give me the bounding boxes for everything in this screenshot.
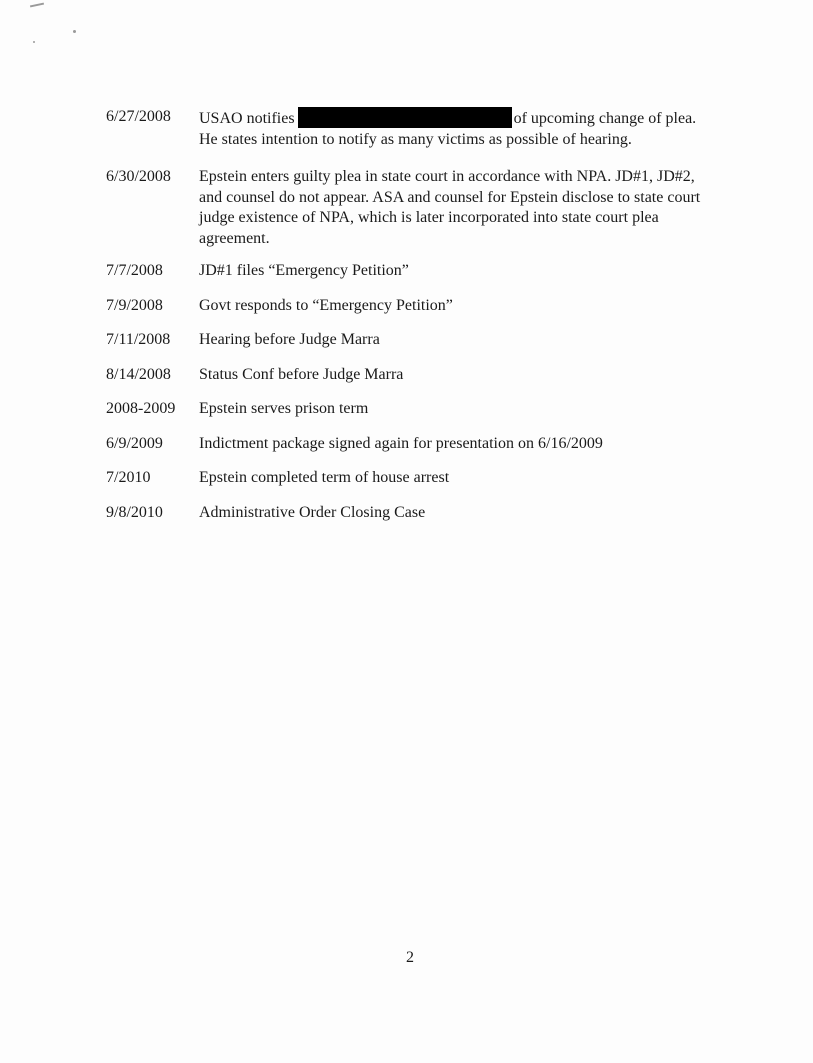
timeline-entry [106, 296, 706, 317]
timeline-entry [106, 167, 706, 249]
timeline-list [106, 107, 706, 523]
entry-text: Status Conf before Judge Marra [199, 365, 404, 383]
timeline-entry [106, 365, 706, 386]
entry-text: Indictment package signed again for presentation on 6/16/2009 [199, 434, 603, 452]
entry-date: 8/14/2008 [106, 365, 171, 383]
entry-text-before-redaction: USAO notifies [199, 110, 295, 127]
entry-text: Hearing before Judge Marra [199, 331, 380, 348]
entry-text: Govt responds to “Emergency Petition” [199, 296, 453, 314]
entry-date: 2008-2009 [106, 400, 176, 417]
timeline-entry [106, 468, 706, 489]
entry-text: Epstein completed term of house arrest [199, 469, 450, 486]
redaction-box [298, 107, 512, 128]
scan-artifact [33, 41, 35, 43]
entry-text: JD#1 files “Emergency Petition” [199, 262, 409, 279]
entry-text-after-redaction: of upcoming change of plea. He states intention to notify as many victims as possible of hearing. [199, 110, 697, 148]
timeline-entry [106, 107, 706, 150]
entry-date: 7/7/2008 [106, 262, 163, 279]
entry-date: 6/30/2008 [106, 168, 171, 185]
scan-artifact [30, 3, 44, 8]
entry-date: 7/2010 [106, 469, 151, 486]
entry-date: 6/9/2009 [106, 434, 163, 452]
entry-text [199, 107, 704, 150]
timeline-entry [106, 261, 706, 282]
timeline-entry [106, 399, 706, 420]
entry-text: Epstein serves prison term [199, 400, 369, 417]
entry-date: 6/27/2008 [106, 108, 171, 125]
entry-date: 7/9/2008 [106, 296, 163, 314]
entry-text: Epstein enters guilty plea in state court in accordance with NPA. JD#1, JD#2, and counsel do not appear. ASA and counsel for Epstein disclose to state court judge existence of NPA, which is later incorporated into state court plea agreement. [199, 168, 701, 247]
entry-date: 7/11/2008 [106, 331, 171, 348]
timeline-entry [106, 434, 706, 455]
timeline-entry [106, 330, 706, 351]
entry-date: 9/8/2010 [106, 503, 163, 521]
timeline-entry [106, 503, 706, 524]
scan-artifact [73, 30, 76, 33]
page-number: 2 [406, 949, 414, 966]
entry-text: Administrative Order Closing Case [199, 503, 426, 521]
